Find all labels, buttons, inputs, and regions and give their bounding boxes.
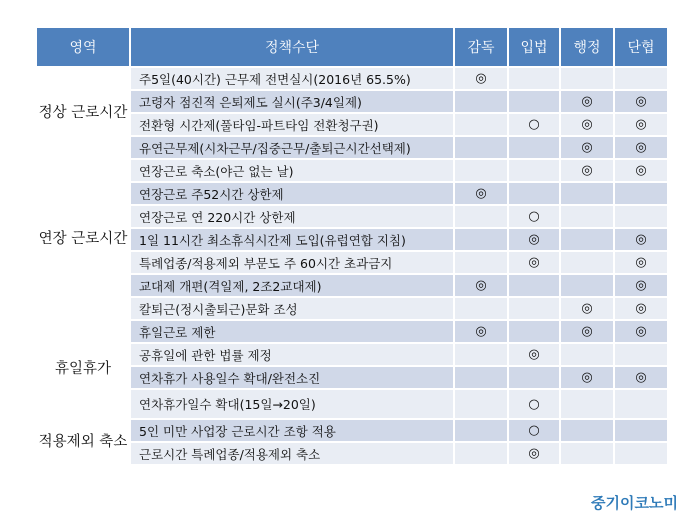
policy-cell: 휴일근로 제한 (131, 321, 453, 342)
mark-cell (455, 390, 507, 418)
mark-cell (455, 114, 507, 135)
mark-cell (561, 206, 613, 227)
mark-cell: ◎ (455, 68, 507, 89)
mark-cell (509, 137, 559, 158)
mark-cell: ◎ (615, 367, 667, 388)
table-row (37, 420, 667, 441)
mark-cell: ◎ (455, 321, 507, 342)
policy-cell: 근로시간 특례업종/적용제외 축소 (131, 443, 453, 464)
category-overtime-hours: 연장 근로시간 (37, 160, 129, 319)
mark-cell: ◎ (615, 298, 667, 319)
header-administration: 행정 (561, 28, 613, 66)
table-row (37, 298, 667, 319)
mark-cell (615, 68, 667, 89)
header-policy: 정책수단 (131, 28, 453, 66)
mark-cell (561, 344, 613, 365)
mark-cell: ◎ (509, 252, 559, 273)
table-row (37, 390, 667, 418)
mark-cell (455, 137, 507, 158)
mark-cell (455, 160, 507, 181)
mark-cell (615, 443, 667, 464)
policy-cell: 5인 미만 사업장 근로시간 조항 적용 (131, 420, 453, 441)
mark-cell (455, 344, 507, 365)
mark-cell: ○ (509, 114, 559, 135)
mark-cell (509, 183, 559, 204)
mark-cell (561, 229, 613, 250)
policy-cell: 주5일(40시간) 근무제 전면실시(2016년 65.5%) (131, 68, 453, 89)
mark-cell: ◎ (509, 443, 559, 464)
header-supervision: 감독 (455, 28, 507, 66)
mark-cell (561, 68, 613, 89)
mark-cell: ◎ (615, 252, 667, 273)
mark-cell: ◎ (455, 275, 507, 296)
policy-cell: 연차휴가 사용일수 확대/완전소진 (131, 367, 453, 388)
mark-cell (615, 206, 667, 227)
table-row (37, 275, 667, 296)
policy-cell: 교대제 개편(격일제, 2조2교대제) (131, 275, 453, 296)
mark-cell (561, 183, 613, 204)
policy-cell: 연장근로 축소(야근 없는 날) (131, 160, 453, 181)
table-row (37, 68, 667, 89)
mark-cell: ◎ (615, 321, 667, 342)
mark-cell: ◎ (615, 160, 667, 181)
mark-cell: ○ (509, 206, 559, 227)
mark-cell: ◎ (561, 137, 613, 158)
header-area: 영역 (37, 28, 129, 66)
mark-cell (509, 68, 559, 89)
mark-cell: ◎ (561, 321, 613, 342)
mark-cell (615, 390, 667, 418)
mark-cell: ◎ (615, 114, 667, 135)
mark-cell (509, 367, 559, 388)
policy-cell: 공휴일에 관한 법률 제정 (131, 344, 453, 365)
mark-cell (455, 229, 507, 250)
policy-cell: 1일 11시간 최소휴식시간제 도입(유럽연합 지침) (131, 229, 453, 250)
mark-cell (561, 420, 613, 441)
mark-cell: ◎ (509, 229, 559, 250)
mark-cell: ◎ (615, 91, 667, 112)
policy-cell: 유연근무제(시차근무/집중근무/출퇴근시간선택제) (131, 137, 453, 158)
table-row (37, 229, 667, 250)
mark-cell (509, 275, 559, 296)
policy-cell: 전환형 시간제(풀타임-파트타임 전환청구권) (131, 114, 453, 135)
category-normal-hours: 정상 근로시간 (37, 68, 129, 158)
mark-cell (509, 160, 559, 181)
mark-cell (509, 321, 559, 342)
policy-cell: 특례업종/적용제외 부문도 주 60시간 초과금지 (131, 252, 453, 273)
mark-cell (561, 443, 613, 464)
policy-cell: 연차휴가일수 확대(15일→20일) (131, 390, 453, 418)
watermark-logo: 중기이코노미 (591, 494, 678, 512)
mark-cell (455, 252, 507, 273)
mark-cell: ◎ (561, 91, 613, 112)
table-row (37, 344, 667, 365)
mark-cell (561, 252, 613, 273)
mark-cell: ◎ (615, 229, 667, 250)
policy-cell: 연장근로 주52시간 상한제 (131, 183, 453, 204)
table-row (37, 443, 667, 464)
mark-cell (455, 443, 507, 464)
mark-cell (455, 298, 507, 319)
mark-cell: ◎ (615, 137, 667, 158)
table-row (37, 114, 667, 135)
mark-cell (561, 275, 613, 296)
header-legislation: 입법 (509, 28, 559, 66)
mark-cell (455, 206, 507, 227)
policy-cell: 고령자 점진적 은퇴제도 실시(주3/4일제) (131, 91, 453, 112)
mark-cell (509, 298, 559, 319)
table-row (37, 252, 667, 273)
table-row (37, 160, 667, 181)
mark-cell: ○ (509, 390, 559, 418)
mark-cell (455, 420, 507, 441)
mark-cell: ◎ (561, 367, 613, 388)
mark-cell: ◎ (509, 344, 559, 365)
table-row (37, 91, 667, 112)
mark-cell: ◎ (455, 183, 507, 204)
mark-cell (615, 344, 667, 365)
policy-cell: 칼퇴근(정시출퇴근)문화 조성 (131, 298, 453, 319)
table-row (37, 183, 667, 204)
header-row (37, 28, 667, 66)
mark-cell (509, 91, 559, 112)
category-holiday-leave: 휴일휴가 (37, 321, 129, 418)
mark-cell: ○ (509, 420, 559, 441)
mark-cell: ◎ (561, 298, 613, 319)
mark-cell (561, 390, 613, 418)
mark-cell: ◎ (615, 275, 667, 296)
table-row (37, 206, 667, 227)
mark-cell (615, 183, 667, 204)
category-exemption-reduction: 적용제외 축소 (37, 420, 129, 464)
mark-cell: ◎ (561, 160, 613, 181)
table-row (37, 321, 667, 342)
mark-cell (615, 420, 667, 441)
table-row (37, 367, 667, 388)
policy-cell: 연장근로 연 220시간 상한제 (131, 206, 453, 227)
mark-cell (455, 367, 507, 388)
table-row (37, 137, 667, 158)
mark-cell: ◎ (561, 114, 613, 135)
header-collective-agreement: 단협 (615, 28, 667, 66)
mark-cell (455, 91, 507, 112)
policy-table (35, 26, 669, 466)
